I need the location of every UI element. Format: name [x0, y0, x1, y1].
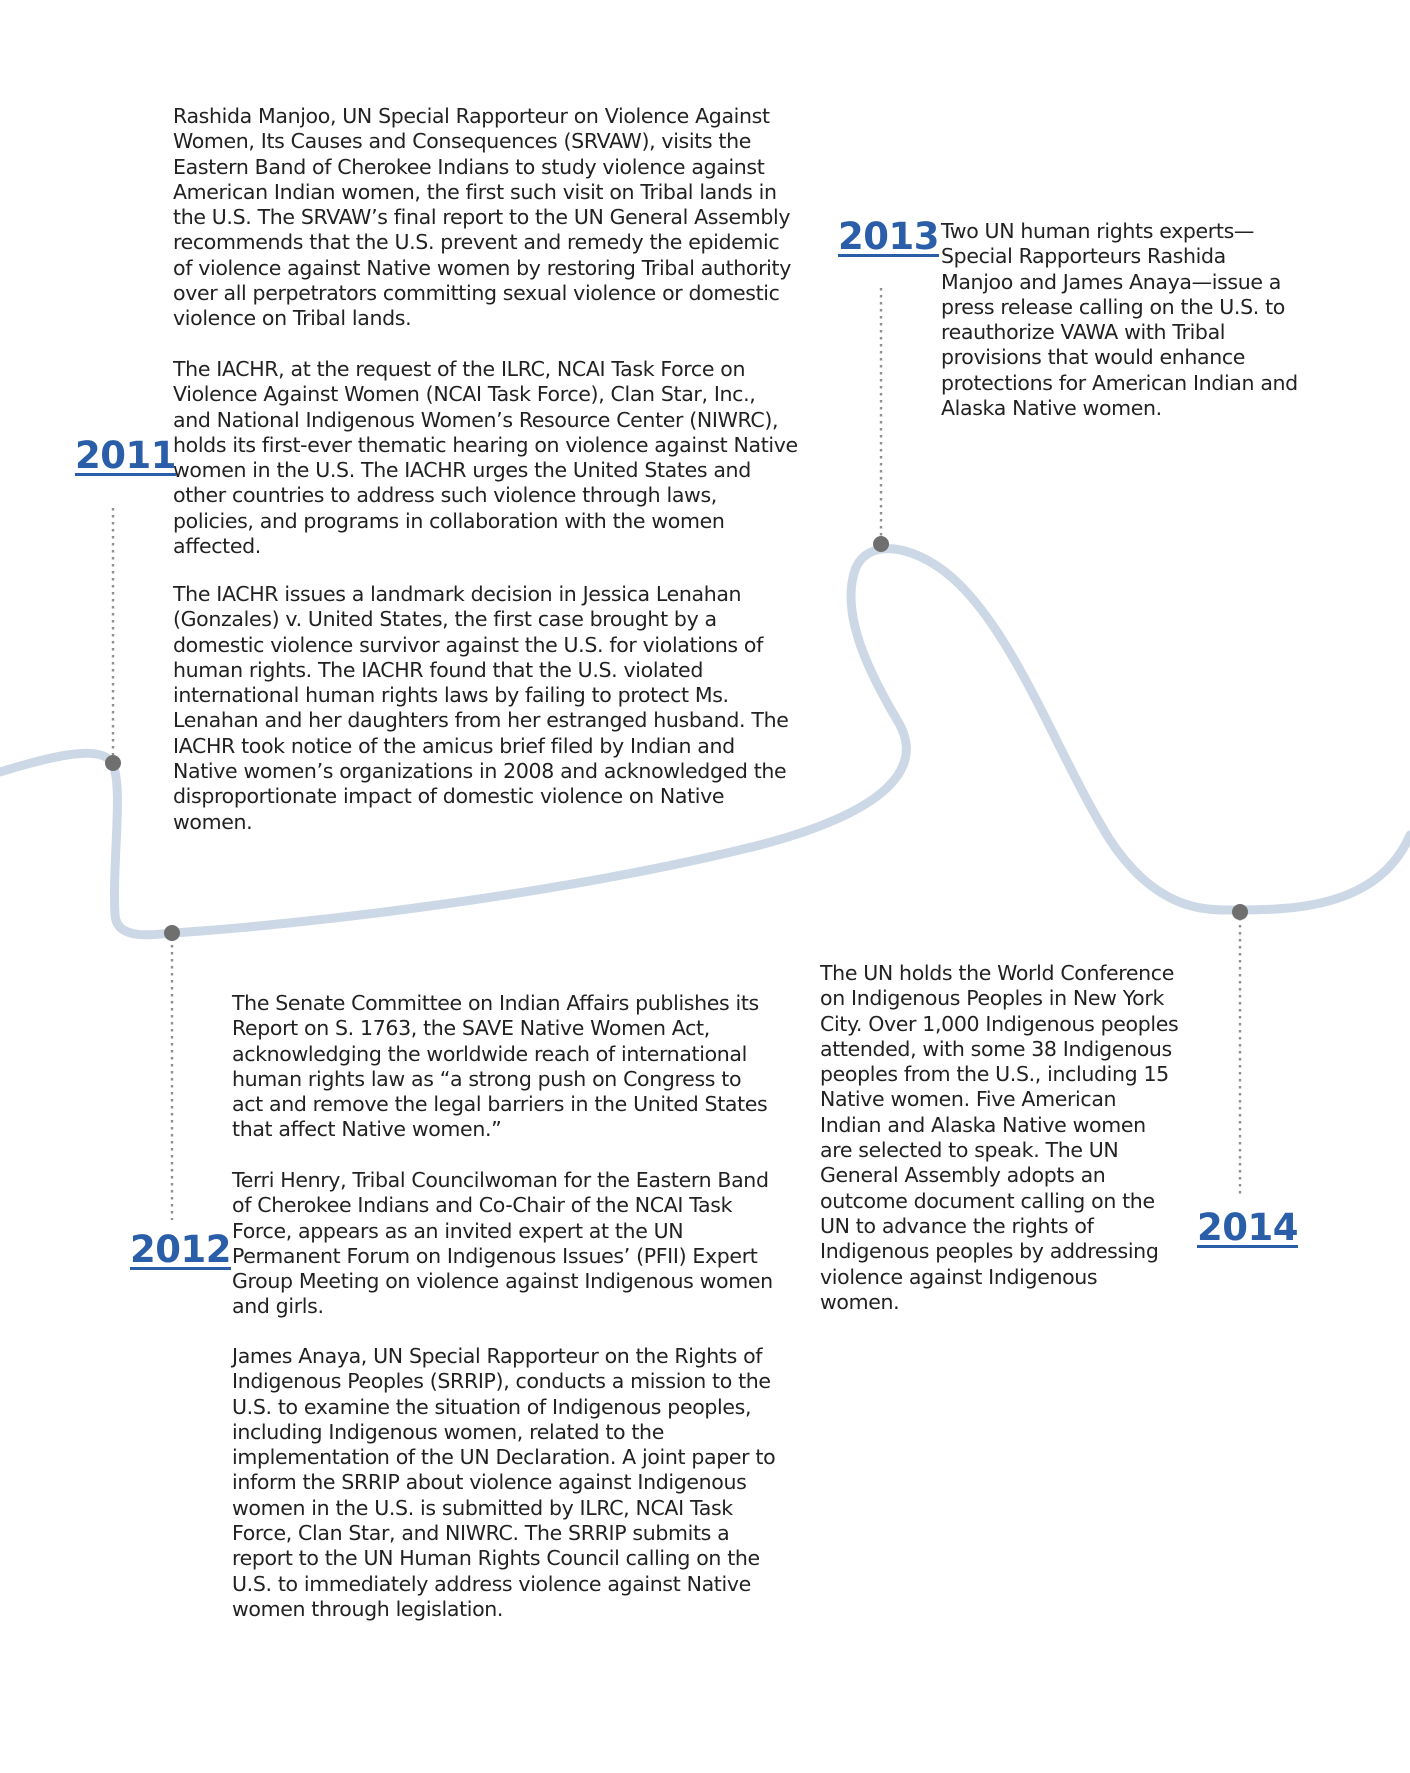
timeline-dot-2013 [873, 536, 889, 552]
year-2013: 2013 [838, 215, 939, 258]
year-2011: 2011 [75, 434, 176, 477]
entry-2012-senate-report: The Senate Committee on Indian Affairs publishes its Report on S. 1763, the SAVE Native Women Act, acknowledging the worldwide reach of international human rights law as “a strong push on Congress to act and remove the legal barriers in the United States that affect Native women.” [232, 991, 768, 1142]
timeline-dot-2011 [105, 755, 121, 771]
entry-2014-world-conference: The UN holds the World Conference on Indigenous Peoples in New York City. Over 1,000 Indigenous peoples attended, with some 38 Indigenous peoples from the U.S., including 15 Native women. Five American Indian and Alaska Native women are selected to speak. The UN General Assembly adopts an outcome document calling on the UN to advance the rights of Indigenous peoples by addressing violence against Indigenous women. [820, 961, 1179, 1314]
entry-2011-srvaw-visit: Rashida Manjoo, UN Special Rapporteur on Violence Against Women, Its Causes and Consequences (SRVAW), visits the Eastern Band of Cherokee Indians to study violence against American Indian women, the first such visit on Tribal lands in the U.S. The SRVAW’s final report to the UN General Assembly recommends that the U.S. prevent and remedy the epidemic of violence against Native women by restoring Tribal authority over all perpetrators committing sexual violence or domestic violence on Tribal lands. [173, 104, 791, 331]
timeline-dot-2014 [1232, 904, 1248, 920]
entry-2011-iachr-hearing: The IACHR, at the request of the ILRC, NCAI Task Force on Violence Against Women (NCAI Task Force), Clan Star, Inc., and National Indigenous Women’s Resource Center (NIWRC), holds its first-ever thematic hearing on violence against Native women in the U.S. The IACHR urges the United States and other countries to address such violence through laws, policies, and programs in collaboration with the women affected. [173, 357, 798, 559]
entry-2012-pfii-meeting: Terri Henry, Tribal Councilwoman for the Eastern Band of Cherokee Indians and Co-Chair of the NCAI Task Force, appears as an invited expert at the UN Permanent Forum on Indigenous Issues’ (PFII) Expert Group Meeting on violence against Indigenous women and girls. [232, 1168, 773, 1319]
timeline-dot-2012 [164, 925, 180, 941]
entry-2012-srrip-mission: James Anaya, UN Special Rapporteur on the Rights of Indigenous Peoples (SRRIP), conducts a mission to the U.S. to examine the situation of Indigenous peoples, including Indigenous women, related to the implementation of the UN Declaration. A joint paper to inform the SRRIP about violence against Indigenous women in the U.S. is submitted by ILRC, NCAI Task Force, Clan Star, and NIWRC. The SRRIP submits a report to the UN Human Rights Council calling on the U.S. to immediately address violence against Native women through legislation. [232, 1344, 776, 1621]
year-2012: 2012 [130, 1228, 231, 1271]
year-2014: 2014 [1197, 1206, 1298, 1249]
entry-2011-lenahan-decision: The IACHR issues a landmark decision in Jessica Lenahan (Gonzales) v. United States, the first case brought by a domestic violence survivor against the U.S. for violations of human rights. The IACHR found that the U.S. violated international human rights laws by failing to protect Ms. Lenahan and her daughters from her estranged husband. The IACHR took notice of the amicus brief filed by Indian and Native women’s organizations in 2008 and acknowledged the disproportionate impact of domestic violence on Native women. [173, 582, 789, 834]
entry-2013-press-release: Two UN human rights experts—Special Rapporteurs Rashida Manjoo and James Anaya—issue a press release calling on the U.S. to reauthorize VAWA with Tribal provisions that would enhance protections for American Indian and Alaska Native women. [941, 219, 1298, 421]
